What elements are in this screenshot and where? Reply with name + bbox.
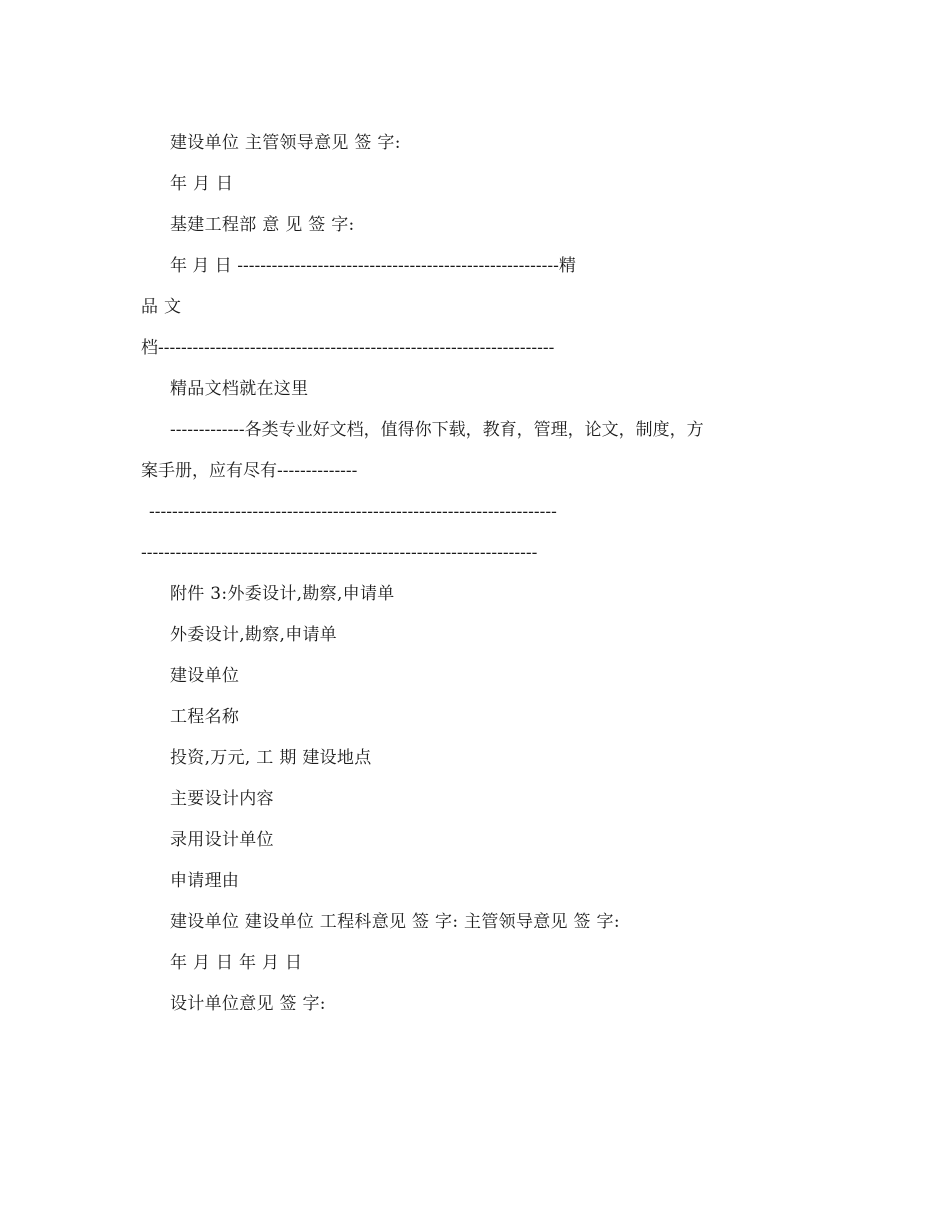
promo-line-continued: 案手册，应有尽有-------------- [141,461,358,481]
sign-line-infrastructure: 基建工程部 意 见 签 字: [170,215,355,235]
field-design-content: 主要设计内容 [170,789,274,809]
date-line-double: 年 月 日 年 月 日 [170,953,303,973]
field-construction-unit: 建设单位 [170,666,240,686]
promo-heading: 精品文档就在这里 [170,379,309,399]
promo-line: -------------各类专业好文档，值得你下载，教育，管理，论文，制度，方 [170,420,704,440]
sign-line-opinions: 建设单位 建设单位 工程科意见 签 字: 主管领导意见 签 字: [170,912,620,932]
form-title: 外委设计,勘察,申请单 [170,625,338,645]
field-investment: 投资,万元, 工 期 建设地点 [170,748,372,768]
watermark-dash-line: 档--------------------------------------------------------------------- [141,338,555,358]
attachment-title: 附件 3:外委设计,勘察,申请单 [170,584,395,604]
date-dash-line: 年 月 日 --------------------------------------------------------精 [170,256,576,276]
separator-line: ----------------------------------------------------------------------- [149,502,557,522]
separator-line: --------------------------------------------------------------------- [141,543,538,563]
field-project-name: 工程名称 [170,707,240,727]
date-line: 年 月 日 [170,174,234,194]
watermark-text-line: 品 文 [141,297,182,317]
sign-line-design-unit: 设计单位意见 签 字: [170,994,326,1014]
sign-line-leader: 建设单位 主管领导意见 签 字: [170,133,401,153]
field-reason: 申请理由 [170,871,240,891]
field-design-unit: 录用设计单位 [170,830,274,850]
